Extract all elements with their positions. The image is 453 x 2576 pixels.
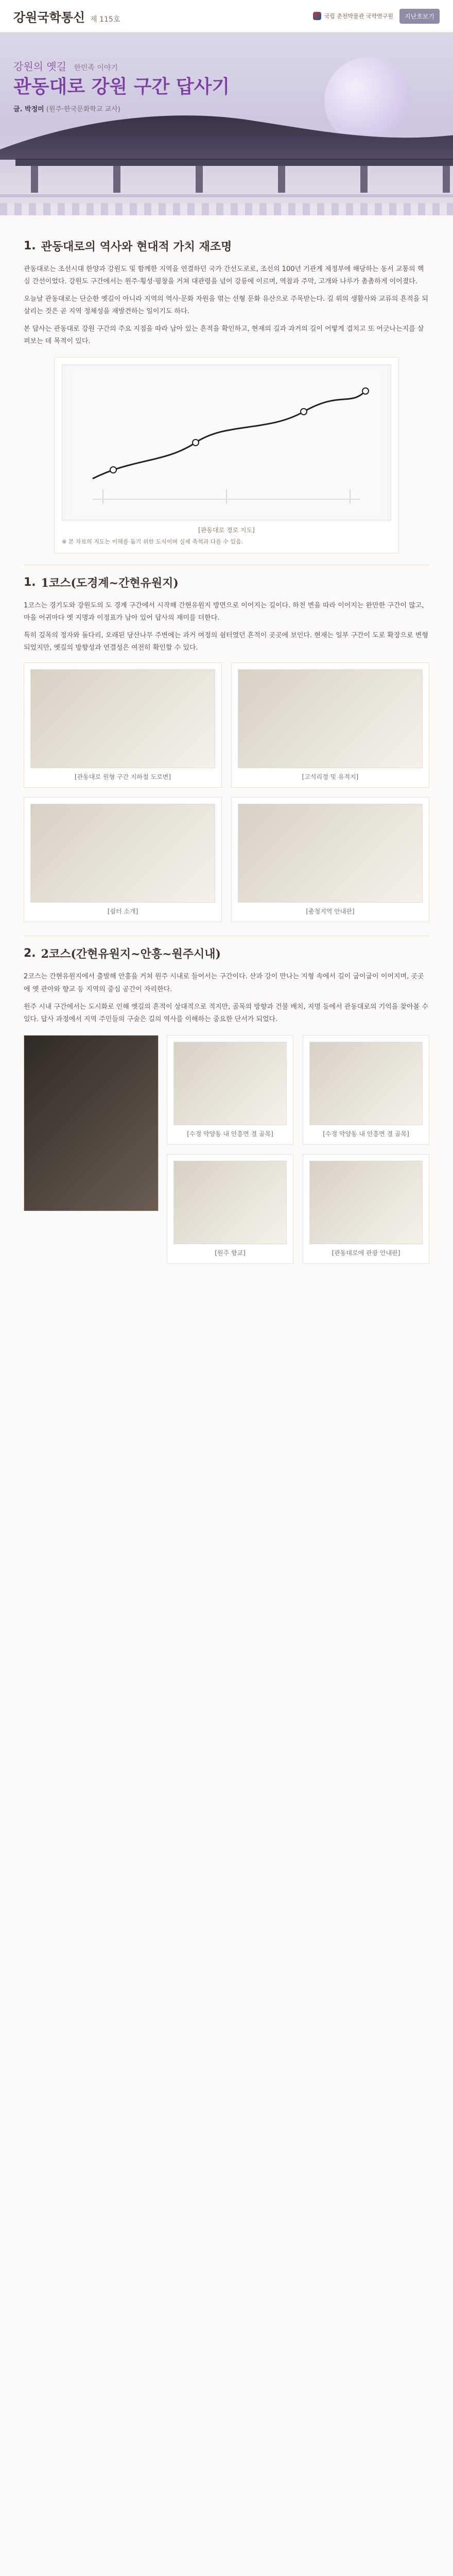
traditional-roof-illustration [0,98,453,206]
photo-caption: [충청지역 안내판] [306,908,355,916]
section-1-paragraph-3: 본 답사는 관동대로 강원 구간의 주요 지점을 따라 남아 있는 흔적을 확인하고, 현재의 길과 과거의 길이 어떻게 겹치고 또 어긋나는지를 살펴보는 데 목적이 있다. [24,325,424,346]
organization-name: 국립 춘천박물관 국학연구원 [324,13,394,20]
section-1-title: 관동대로의 역사와 현대적 가치 재조명 [41,240,232,253]
photo [30,804,215,903]
photo-tile [167,1154,293,1264]
route-map-caption: [관동대로 경로 지도] [198,527,255,534]
photo-caption: [수정 약양동 내 안흥면 결 골목] [187,1130,273,1138]
photo [309,1042,423,1125]
section-3-callout [24,1035,429,1264]
photo-caption: [수정 약양동 내 안흥면 결 골목] [323,1130,409,1138]
statue-photo [24,1035,159,1211]
newsletter-title: 강원국학통신 [13,9,85,25]
photo-tile [167,1035,293,1145]
photo-tile [303,1154,429,1264]
photo-tile [24,663,222,788]
route-map-figure [54,357,399,553]
section-1-paragraph-1: 관동대로는 조선시대 한양과 강원도 및 함께한 지역을 연결하던 국가 간선도로로, 조선의 100년 기관계 제정부에 해당하는 동서 교통의 핵심 간선이었다. 강원도 구간에서는 원주·횡성·평창을 거쳐 대관령을 넘어 강릉에 이르며, 역참과 주막, 고개와 나루가 촘촘하게 이어졌다. [24,265,424,286]
section-3-number: 2. [24,947,36,960]
organization-logo-icon [313,12,321,20]
photo [173,1042,287,1125]
photo-caption: [관동대로에 관광 안내판] [332,1249,400,1257]
section-2-paragraph-2: 특히 길목의 정자와 돌다리, 오래된 당산나무 주변에는 과거 여정의 쉼터였던 흔적이 곳곳에 보인다. 현재는 일부 구간이 도로 확장으로 변형되었지만, 옛길의 방향성과 연결성은 여전히 확인할 수 있다. [24,632,428,652]
photo-tile [303,1035,429,1145]
route-map-sketch [72,370,381,515]
section-1-paragraph-2: 오늘날 관동대로는 단순한 옛길이 아니라 지역의 역사·문화 자원을 엮는 선형 문화 유산으로 주목받는다. 길 위의 생활사와 교류의 흔적을 되살리는 것은 곧 지역 정체성을 재발견하는 일이기도 하다. [24,295,428,316]
photo-tile [231,663,429,788]
section-2-title: 1코스(도경계~간현유원지) [41,577,179,590]
photo [173,1161,287,1244]
section-2-number: 1. [24,576,36,589]
series-title: 강원의 옛길 한민족 이야기 [13,60,118,73]
section-2-paragraph-1: 1코스는 경기도와 강원도의 도 경계 구간에서 시작해 간현유원지 방면으로 이어지는 길이다. 하천 변을 따라 이어지는 완만한 구간이 많고, 마을 어귀마다 옛 지명과 이정표가 남아 있어 답사의 재미를 더한다. [24,602,424,622]
photo-tile [231,797,429,922]
route-map-image [62,365,391,520]
hero-title: 관동대로 강원 구간 답사기 [13,76,230,97]
author-label: 글. 박정미 [13,106,44,113]
series-subtitle: 한민족 이야기 [74,64,118,72]
section-3-paragraph-1: 2코스는 간현유원지에서 출발해 안흥을 거쳐 원주 시내로 들어서는 구간이다. 산과 강이 만나는 지형 속에서 길이 굽이굽이 이어지며, 곳곳에 옛 관아와 향교 등 지역의 중심 공간이 자리한다. [24,973,424,993]
brand [13,7,120,25]
issue-number: 제 115호 [90,15,120,24]
section-1-heading [24,238,429,254]
photo-tile [24,797,222,922]
article-content [0,215,453,1264]
top-bar-right [313,9,440,24]
photo [238,669,423,768]
ornament-band [0,203,453,215]
photo [30,669,215,768]
section-2-heading [24,574,429,590]
photo [309,1161,423,1244]
section-1-number: 1. [24,240,36,252]
section-3-paragraph-2: 원주 시내 구간에서는 도시화로 인해 옛길의 흔적이 상대적으로 적지만, 골목의 방향과 건물 배치, 지명 등에서 관동대로의 기억을 찾아볼 수 있다. 답사 과정에서 지역 주민들의 구술은 길의 역사를 이해하는 중요한 단서가 되었다. [24,1003,428,1023]
author-meta: (원주·한국문화학교 교사) [46,106,120,113]
photo [238,804,423,903]
section-3-heading [24,945,429,961]
section-3-title: 2코스(간현유원지~안흥~원주시내) [41,947,221,961]
previous-issues-button[interactable]: 지난호보기 [399,9,440,24]
photo-caption: [원주 향교] [215,1249,246,1257]
organization [313,12,394,20]
route-map-note: ※ 본 자료의 지도는 이해를 돕기 위한 도식이며 실제 축척과 다를 수 있음. [62,538,243,546]
section-3-photo-grid [167,1035,429,1264]
callout-text [167,1035,429,1264]
top-bar [0,0,453,32]
photo-caption: [고석리정 및 유적지] [302,773,359,781]
photo-caption: [관동대로 원형 구간 지하철 도로변] [75,773,171,781]
photo-caption: [쉼터 소개] [107,908,138,916]
hero-banner [0,32,453,215]
section-2-photo-grid [24,663,429,922]
